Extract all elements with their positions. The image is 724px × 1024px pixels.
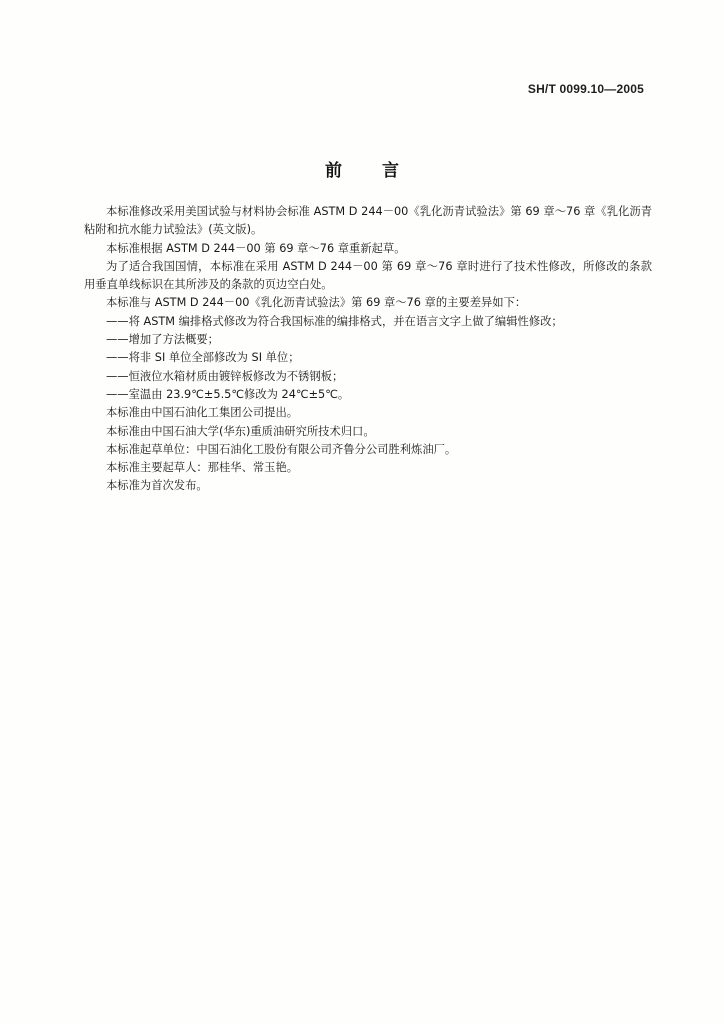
paragraph-basis: 本标准根据 ASTM D 244－00 第 69 章～76 章重新起草。 — [106, 241, 406, 255]
paragraph-first-release: 本标准为首次发布。 — [106, 479, 208, 493]
difference-item: ——恒液位水箱材质由镀锌板修改为不锈钢板； — [106, 369, 344, 383]
standard-number: SH/T 0099.10—2005 — [527, 82, 644, 96]
paragraph-proposer: 本标准由中国石油化工集团公司提出。 — [106, 406, 299, 420]
difference-item: ——将 ASTM 编排格式修改为符合我国标准的编排格式，并在语言文字上做了编辑性修改； — [106, 314, 563, 328]
paragraph-modification: 为了适合我国国情，本标准在采用 ASTM D 244－00 第 69 章～76 章时进行了技术性修改，所修改的条款用垂直单线标识在其所涉及的条款的页边空白处。 — [84, 259, 652, 292]
document-body — [84, 203, 652, 496]
page-title: 前言 — [325, 161, 439, 181]
paragraph-differences-intro: 本标准与 ASTM D 244－00《乳化沥青试验法》第 69 章～76 章的主要差异如下： — [106, 296, 527, 310]
difference-item: ——增加了方法概要； — [106, 333, 219, 347]
paragraph-drafting-unit: 本标准起草单位：中国石油化工股份有限公司齐鲁分公司胜利炼油厂。 — [106, 442, 457, 456]
difference-item: ——将非 SI 单位全部修改为 SI 单位； — [106, 351, 300, 365]
difference-item: ——室温由 23.9℃±5.5℃修改为 24℃±5℃。 — [106, 387, 350, 401]
paragraph-drafters: 本标准主要起草人：那桂华、常玉艳。 — [106, 461, 299, 475]
paragraph-adoption: 本标准修改采用美国试验与材料协会标准 ASTM D 244－00《乳化沥青试验法》第 69 章～76 章《乳化沥青粘附和抗水能力试验法》(英文版)。 — [84, 205, 652, 237]
paragraph-centralized: 本标准由中国石油大学(华东)重质油研究所技术归口。 — [106, 424, 375, 438]
